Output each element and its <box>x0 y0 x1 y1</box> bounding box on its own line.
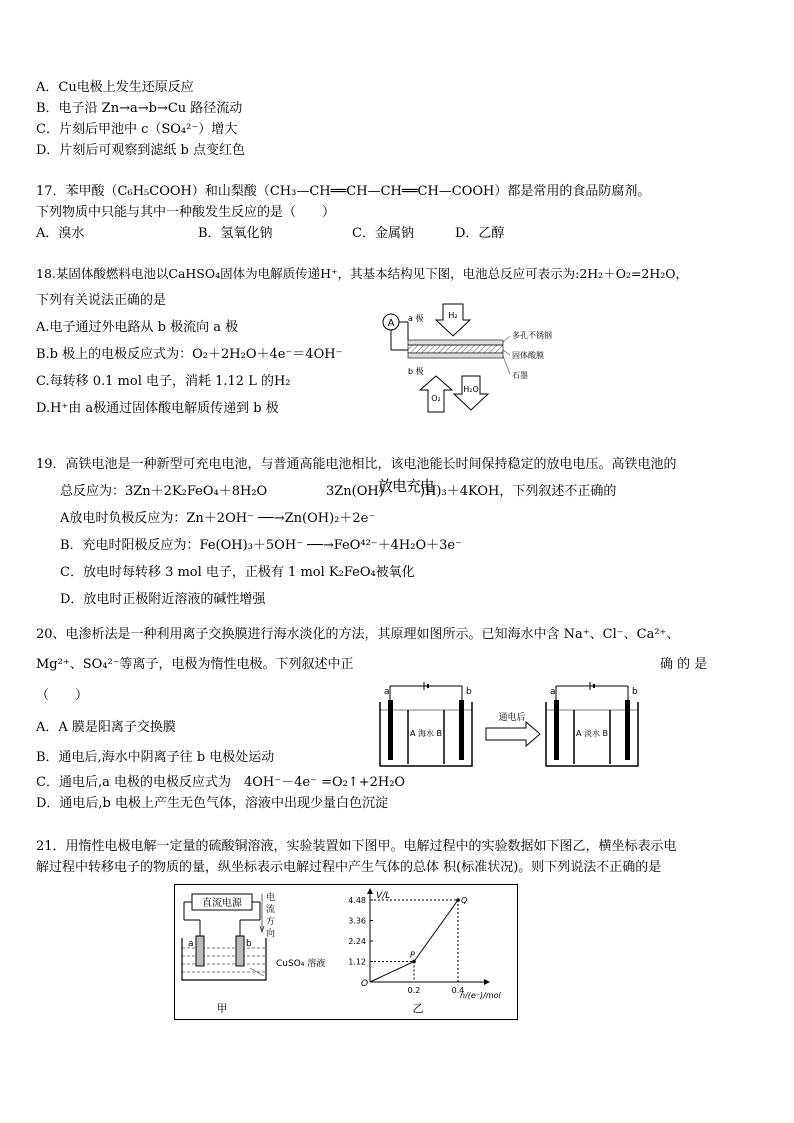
q18-option-b: B.b 极上的电极反应式为：O₂＋2H₂O＋4e⁻＝4OH⁻ <box>36 347 343 362</box>
h2-label: H₂ <box>448 311 458 320</box>
q20-stem: 20、电渗析法是一种利用离子交换膜进行海水淡化的方法，其原理如图所示。已知海水中含 Na⁺、Cl⁻、Ca²⁺、 <box>36 627 680 642</box>
origin-label: O <box>361 979 369 989</box>
q16-option-a: A．Cu电极上发生还原反应 <box>36 80 194 95</box>
q16-option-b: B．电子沿 Zn→a→b→Cu 路径流动 <box>36 101 243 116</box>
q19-option-d: D．放电时正极附近溶液的碱性增强 <box>60 592 266 607</box>
jia-caption: 甲 <box>216 1002 228 1015</box>
acid-membrane-label: 固体酸膜 <box>512 351 544 360</box>
jia-b-label: b <box>246 939 252 949</box>
q19-equation-mid: 3Zn(OH) <box>326 484 384 499</box>
left-a-label: a <box>384 687 390 697</box>
electrodialysis-figure <box>376 680 648 772</box>
q17-stem: 17．苯甲酸（C₆H₅COOH）和山梨酸（CH₃—CH══CH—CH══CH—COOH）都是常用的食品防腐剂。 <box>36 184 651 199</box>
ammeter-label: A <box>387 318 395 329</box>
x-tick-label: 0.2 <box>407 986 421 995</box>
y-tick-label: 4.48 <box>348 896 366 906</box>
a-pole-label: a 极 <box>408 314 424 323</box>
q18-option-a: A.电子通过外电路从 b 极流向 a 极 <box>36 320 239 335</box>
q19-option-a: A放电时负极反应为：Zn＋2OH⁻ ──→Zn(OH)₂＋2e⁻ <box>60 511 376 526</box>
h2o-label: H₂O <box>463 385 479 394</box>
x-axis-label: n/(e⁻)/mol <box>460 991 501 1000</box>
q-label: Q <box>461 896 468 906</box>
q18-stem: 18.某固体酸燃料电池以CaHSO₄固体为电解质传递H⁺，其基本结构见下图，电池总反应可表示为:2H₂＋O₂=2H₂O， <box>36 266 689 281</box>
current-dir-2: 流 <box>266 905 276 915</box>
after-current-label: 通电后 <box>498 713 526 723</box>
yi-caption: 乙 <box>412 1002 424 1015</box>
q19-option-c: C．放电时每转移 3 mol 电子，正极有 1 mol K₂FeO₄被氧化 <box>60 565 415 580</box>
o2-label: O₂ <box>431 394 441 403</box>
dc-power-label: 直流电源 <box>202 898 242 909</box>
q21-stem: 21．用惰性电极电解一定量的硫酸铜溶液，实验装置如下图甲。电解过程中的实验数据如下图乙，横坐标表示电 <box>36 839 677 854</box>
p-label: P <box>410 950 415 960</box>
q20-stem-tail: 确 的 是 <box>660 657 708 672</box>
graphite-label: 石墨 <box>512 371 528 380</box>
left-cell-label: A 海水 B <box>409 729 443 738</box>
q17-stem-2: 下列物质中只能与其中一种酸发生反应的是（ ） <box>36 205 336 220</box>
right-cell-label: A 淡水 B <box>575 729 609 738</box>
q21-stem-2: 解过程中转移电子的物质的量，纵坐标表示电解过程中产生气体的总体 积(标准状况)。则下列说法不正确的是 <box>36 860 662 875</box>
q17-option-b: B．氢氧化钠 <box>198 226 273 241</box>
right-a-label: a <box>550 687 556 697</box>
point-q <box>456 898 460 902</box>
q19-stem: 19．高铁电池是一种新型可充电电池，与普通高能电池相比，该电池能长时间保持稳定的放电电压。高铁电池的 <box>36 457 677 472</box>
q19-option-b: B．充电时阳极反应为：Fe(OH)₃＋5OH⁻ ──→FeO⁴²⁻＋4H₂O＋3e⁻ <box>60 538 462 553</box>
x-tick-label: 0.4 <box>451 986 465 995</box>
q17-option-d: D．乙醇 <box>455 226 505 241</box>
q18-option-c: C.每转移 0.1 mol 电子，消耗 1.12 L 的H₂ <box>36 374 291 389</box>
stainless-label: 多孔不锈钢 <box>512 331 552 340</box>
y-axis-label: V/L <box>376 891 391 901</box>
q17-option-a: A．溴水 <box>36 226 85 241</box>
y-tick-label: 3.36 <box>348 916 366 926</box>
q20-option-c: C．通电后,a 电极的电极反应式为 4OH⁻－4e⁻ =O₂↑+2H₂O <box>36 775 406 790</box>
discharge-charge-arrow: 放电充电 <box>378 477 435 495</box>
point-p <box>412 960 416 964</box>
q20-option-b: B．通电后,海水中阴离子往 b 电极处运动 <box>36 750 275 765</box>
q20-stem-2: Mg²⁺、SO₄²⁻等离子，电极为惰性电极。下列叙述中正 <box>36 657 354 672</box>
electrolysis-figure <box>174 884 518 1020</box>
q19-equation-right: )H)₃＋4KOH，下列叙述不正确的 <box>420 484 617 499</box>
jia-a-label: a <box>188 939 194 949</box>
q16-option-d: D．片刻后可观察到滤纸 b 点变红色 <box>36 143 246 158</box>
q20-paren: （ ） <box>36 688 89 703</box>
current-dir-4: 向 <box>266 929 276 939</box>
cuso4-label: CuSO₄ 溶液 <box>276 959 326 969</box>
q18-stem-2: 下列有关说法正确的是 <box>36 293 167 308</box>
left-b-label: b <box>466 687 472 697</box>
y-tick-label: 1.12 <box>348 957 366 967</box>
current-dir-1: 电 <box>266 893 276 903</box>
fuel-cell-figure <box>378 300 628 416</box>
q17-option-c: C．金属钠 <box>352 226 414 241</box>
q20-option-a: A．A 膜是阳离子交换膜 <box>36 720 176 735</box>
q18-option-d: D.H⁺由 a极通过固体酸电解质传递到 b 极 <box>36 401 279 416</box>
y-tick-label: 2.24 <box>348 937 366 947</box>
right-b-label: b <box>632 687 638 697</box>
current-dir-3: 方 <box>266 917 276 927</box>
b-pole-label: b 极 <box>408 367 424 376</box>
q16-option-c: C．片刻后甲池中 c（SO₄²⁻）增大 <box>36 122 238 137</box>
q19-equation-left: 总反应为：3Zn＋2K₂FeO₄＋8H₂O <box>60 484 268 499</box>
q20-option-d: D．通电后,b 电极上产生无色气体，溶液中出现少量白色沉淀 <box>36 796 389 811</box>
